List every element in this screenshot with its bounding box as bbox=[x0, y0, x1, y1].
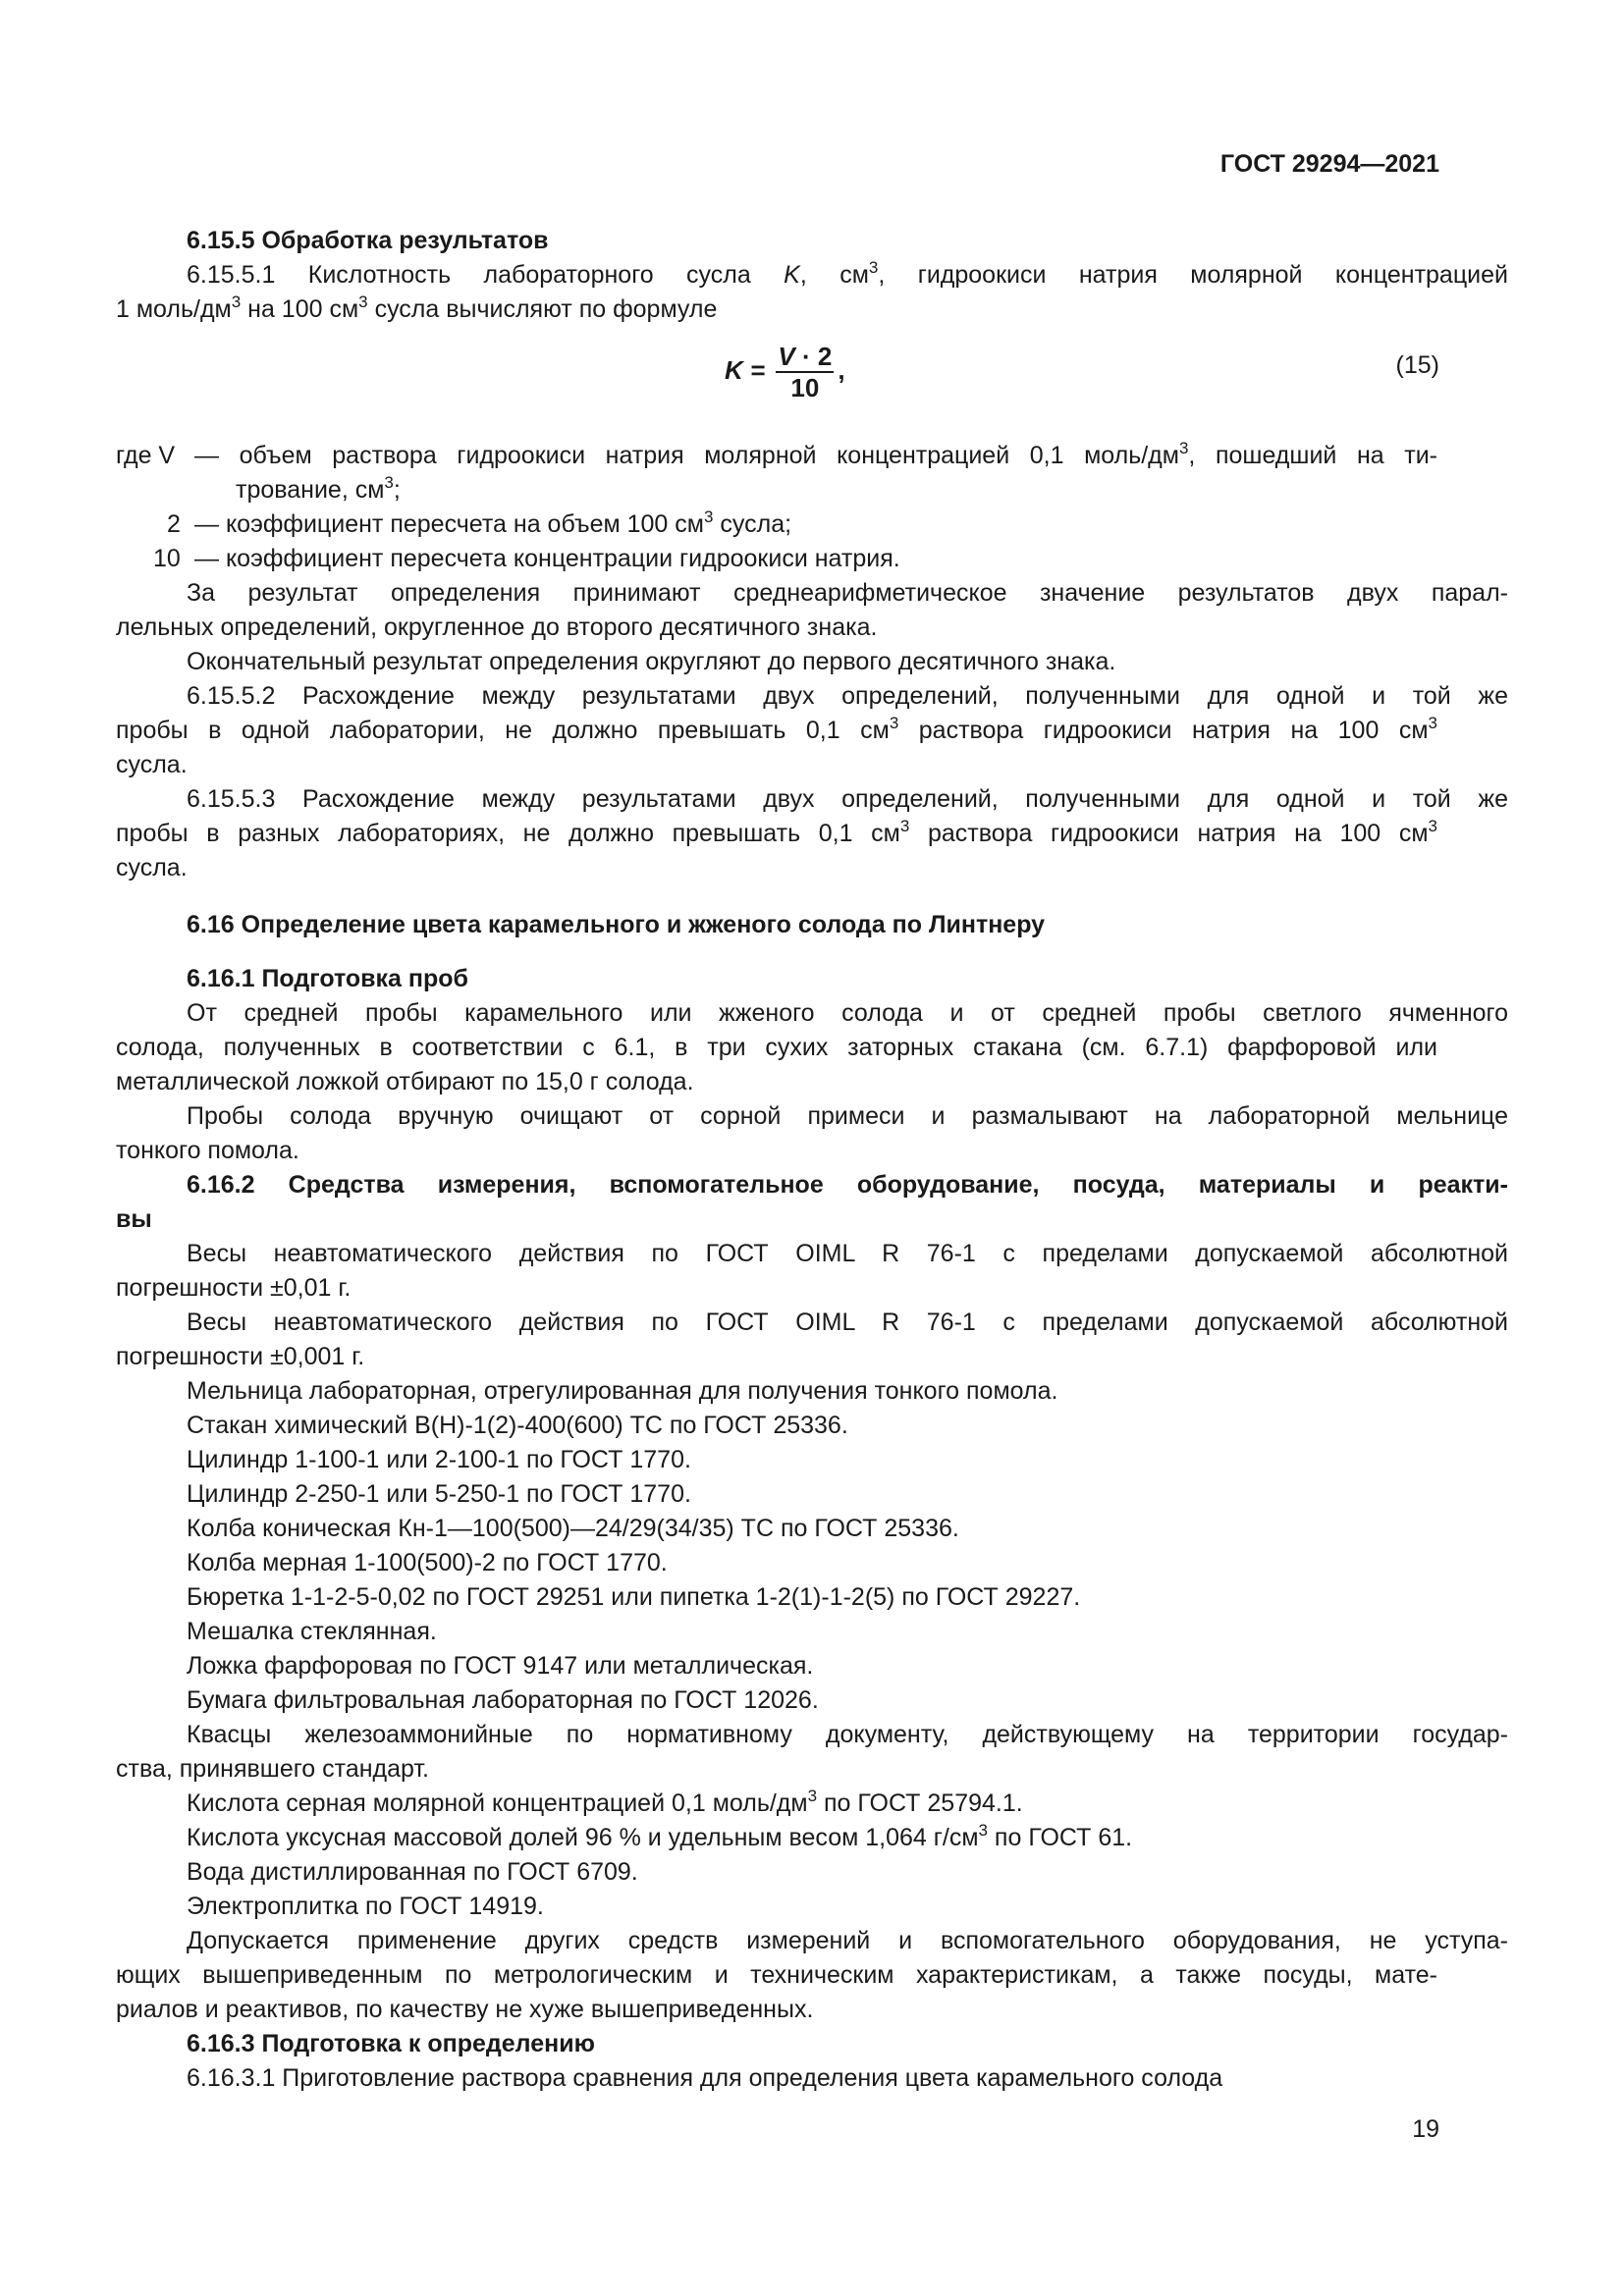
paragraph-6-15-5-2-line1: 6.15.5.2 Расхождение между результатами двух определений, полученными для одной и той же bbox=[187, 682, 1508, 710]
scales-2-line1: Весы неавтоматического действия по ГОСТ OIML R 76-1 с пределами допускаемой абсолютной bbox=[187, 1308, 1508, 1336]
prep2-line2: тонкого помола. bbox=[116, 1137, 299, 1164]
alum-line2: ства, принявшего стандарт. bbox=[116, 1755, 430, 1783]
list-item: Стакан химический В(Н)-1(2)-400(600) ТС по ГОСТ 25336. bbox=[187, 1412, 848, 1439]
section-title-6-15-5: 6.15.5 Обработка результатов bbox=[187, 227, 549, 254]
distilled-water: Вода дистиллированная по ГОСТ 6709. bbox=[187, 1858, 638, 1886]
list-item: Бюретка 1-1-2-5-0,02 по ГОСТ 29251 или пипетка 1-2(1)-1-2(5) по ГОСТ 29227. bbox=[187, 1583, 1081, 1611]
paragraph-6-15-5-2-line2: пробы в одной лаборатории, не должно превышать 0,1 $см^3$ раствора гидроокиси натрия на 100 $см^3$ bbox=[116, 714, 1437, 744]
scales-2-line2: погрешности ±0,001 г. bbox=[116, 1343, 365, 1370]
list-item: Колба коническая Кн-1—100(500)—24/29(34/35) ТС по ГОСТ 25336. bbox=[187, 1515, 959, 1542]
section-title-6-16-3: 6.16.3 Подготовка к определению bbox=[187, 2030, 595, 2057]
section-title-6-16-1: 6.16.1 Подготовка проб bbox=[187, 965, 468, 992]
section-title-6-16-2-line1: 6.16.2 Средства измерения, вспомогательное оборудование, посуда, материалы и реакти- bbox=[187, 1171, 1508, 1199]
list-item: Бумага фильтровальная лабораторная по ГОСТ 12026. bbox=[187, 1686, 819, 1714]
alum-line1: Квасцы железоаммонийные по нормативному документу, действующему на территории государ- bbox=[187, 1721, 1508, 1748]
list-item: Ложка фарфоровая по ГОСТ 9147 или металлическая. bbox=[187, 1652, 814, 1680]
electric-stove: Электроплитка по ГОСТ 14919. bbox=[187, 1893, 544, 1920]
sulfuric-acid: Кислота серная молярной концентрацией 0,1 моль/$дм^3$ по ГОСТ 25794.1. bbox=[187, 1787, 1023, 1817]
formula-15 bbox=[725, 342, 845, 402]
paragraph-6-15-5-2-line3: сусла. bbox=[116, 751, 188, 778]
legend-label-10: 10 bbox=[153, 545, 181, 572]
allow-line1: Допускается применение других средств измерений и вспомогательного оборудования, не уступа- bbox=[187, 1927, 1508, 1954]
paragraph-6-15-5-1-line1: 6.15.5.1 Кислотность лабораторного сусла K, $см^3$, гидроокиси натрия молярной концентрацией bbox=[187, 258, 1508, 289]
paragraph-6-15-5-3-line1: 6.15.5.3 Расхождение между результатами двух определений, полученными для одной и той же bbox=[187, 785, 1508, 813]
acetic-acid: Кислота уксусная массовой долей 96 % и удельным весом 1,064 $г/см^3$ по ГОСТ 61. bbox=[187, 1821, 1133, 1851]
list-item: Мельница лабораторная, отрегулированная для получения тонкого помола. bbox=[187, 1377, 1058, 1405]
list-item: Цилиндр 1-100-1 или 2-100-1 по ГОСТ 1770. bbox=[187, 1446, 691, 1473]
formula-lhs: K = bbox=[725, 354, 766, 385]
prep-line3: металлической ложкой отбирают по 15,0 г солода. bbox=[116, 1068, 694, 1095]
result-line1: За результат определения принимают среднеарифметическое значение результатов двух парал- bbox=[187, 579, 1508, 607]
formula-denominator: 10 bbox=[790, 373, 820, 402]
formula-numerator: V · 2 bbox=[778, 342, 833, 371]
legend-v-line2: трование, $см^3$; bbox=[236, 473, 401, 504]
scales-1-line2: погрешности ±0,01 г. bbox=[116, 1274, 352, 1302]
prep-line1: От средней пробы карамельного или жженого солода и от средней пробы светлого ячменного bbox=[187, 999, 1508, 1027]
page-number: 19 bbox=[1412, 2115, 1439, 2143]
list-item: Колба мерная 1-100(500)-2 по ГОСТ 1770. bbox=[187, 1549, 668, 1576]
scales-1-line1: Весы неавтоматического действия по ГОСТ OIML R 76-1 с пределами допускаемой абсолютной bbox=[187, 1240, 1508, 1267]
prep2-line1: Пробы солода вручную очищают от сорной примеси и размалывают на лабораторной мельнице bbox=[187, 1102, 1508, 1130]
document-header: ГОСТ 29294—2021 bbox=[1219, 150, 1439, 178]
legend-label-v: где V bbox=[116, 442, 176, 469]
paragraph-6-15-5-3-line3: сусла. bbox=[116, 854, 188, 881]
allow-line3: риалов и реактивов, по качеству не хуже вышеприведенных. bbox=[116, 1996, 814, 2023]
formula-comma: , bbox=[838, 354, 845, 385]
paragraph-6-15-5-3-line2: пробы в разных лабораториях, не должно превышать 0,1 $см^3$ раствора гидроокиси натрия на 100 $см^3$ bbox=[116, 817, 1437, 847]
formula-number: (15) bbox=[1395, 351, 1439, 379]
allow-line2: ющих вышеприведенным по метрологическим и техническим характеристикам, а также посуды, мате- bbox=[116, 1961, 1437, 1989]
legend-2-text: — коэффициент пересчета на объем 100 $см^3$ сусла; bbox=[194, 507, 792, 538]
list-item: Мешалка стеклянная. bbox=[187, 1618, 437, 1645]
prep-line2: солода, полученных в соответствии с 6.1, в три сухих заторных стакана (см. 6.7.1) фарфоровой или bbox=[116, 1034, 1437, 1061]
list-item: Цилиндр 2-250-1 или 5-250-1 по ГОСТ 1770. bbox=[187, 1480, 691, 1508]
section-title-6-16: 6.16 Определение цвета карамельного и жженого солода по Линтнеру bbox=[187, 911, 1046, 938]
legend-v-line1: — объем раствора гидроокиси натрия молярной концентрацией 0,1 моль/$дм^3$, пошедший на ти- bbox=[194, 439, 1437, 469]
legend-10-text: — коэффициент пересчета концентрации гидроокиси натрия. bbox=[194, 545, 900, 572]
section-title-6-16-2-line2: вы bbox=[116, 1205, 152, 1233]
paragraph-6-15-5-1-line2: 1 моль/$дм^3$ на 100 $см^3$ сусла вычисляют по формуле bbox=[116, 293, 718, 323]
rounding-text: Окончательный результат определения округляют до первого десятичного знака. bbox=[187, 648, 1116, 675]
paragraph-6-16-3-1: 6.16.3.1 Приготовление раствора сравнения для определения цвета карамельного солода bbox=[187, 2064, 1223, 2092]
formula-fraction bbox=[776, 342, 834, 402]
result-line2: лельных определений, округленное до второго десятичного знака. bbox=[116, 614, 878, 641]
legend-label-2: 2 bbox=[167, 510, 181, 538]
